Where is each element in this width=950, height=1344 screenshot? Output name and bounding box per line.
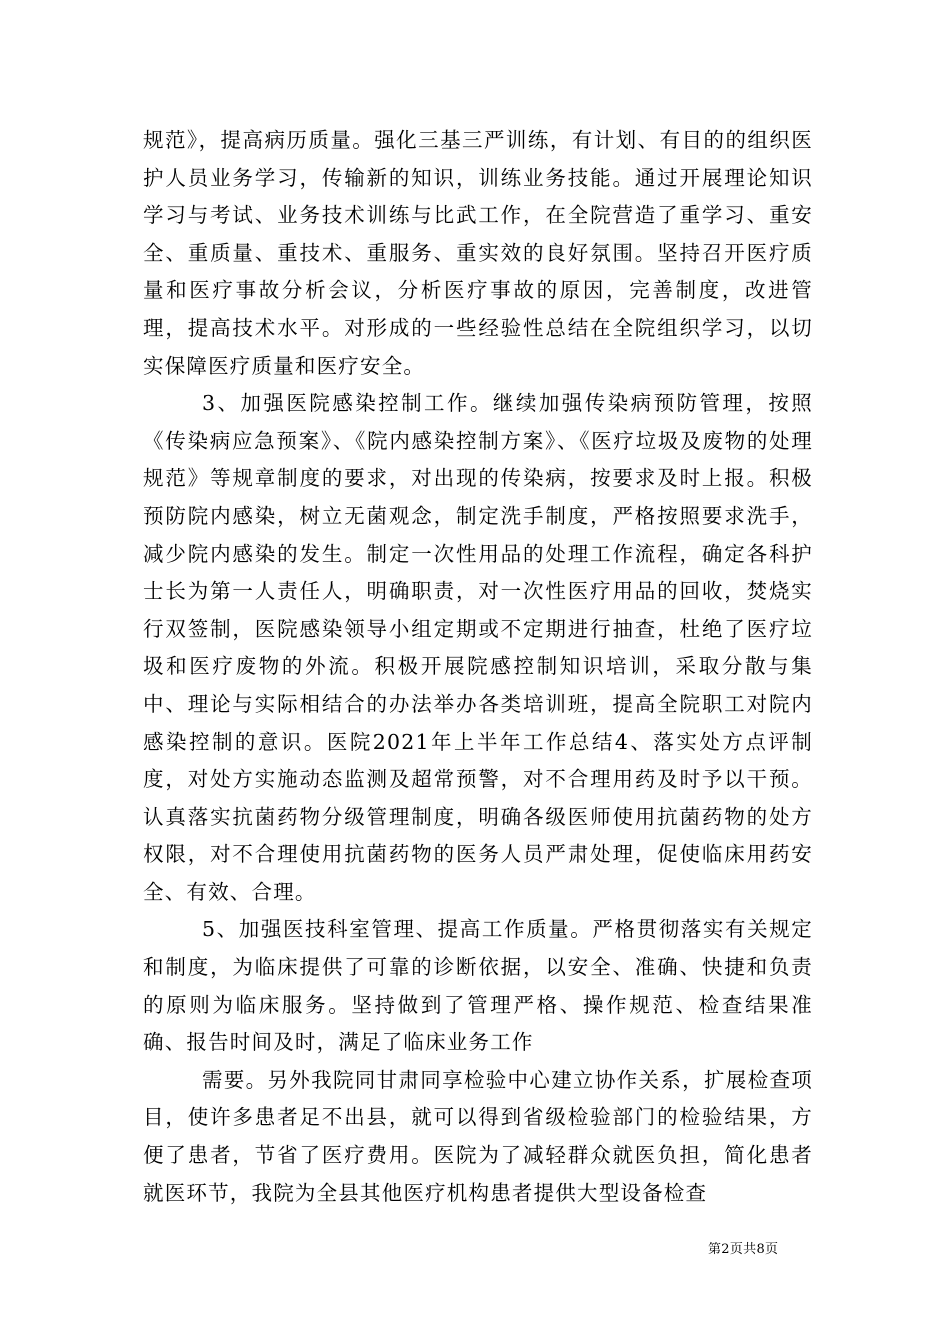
document-body (143, 122, 813, 1212)
page-number: 第2页共8页 (708, 1242, 779, 1257)
paragraph-medical-quality: 规范》，提高病历质量。强化三基三严训练，有计划、有目的的组织医护人员业务学习，传输新的知识，训练业务技能。通过开展理论知识学习与考试、业务技术训练与比武工作，在全院营造了重学习、重安全、重质量、重技术、重服务、重实效的良好氛围。坚持召开医疗质量和医疗事故分析会议，分析医疗事故的原因，完善制度，改进管理，提高技术水平。对形成的一些经验性总结在全院组织学习，以切实保障医疗质量和医疗安全。 (143, 128, 813, 378)
paragraph-medical-technology: 5、加强医技科室管理、提高工作质量。严格贯彻落实有关规定和制度，为临床提供了可靠的诊断依据，以安全、准确、快捷和负责的原则为临床服务。坚持做到了管理严格、操作规范、检查结果准确、报告时间及时，满足了临床业务工作 (143, 917, 813, 1055)
paragraph-cooperation: 需要。另外我院同甘肃同享检验中心建立协作关系，扩展检查项目，使许多患者足不出县，就可以得到省级检验部门的检验结果，方便了患者，节省了医疗费用。医院为了减轻群众就医负担，简化患者就医环节，我院为全县其他医疗机构患者提供大型设备检查 (143, 1067, 813, 1205)
paragraph-infection-control: 3、加强医院感染控制工作。继续加强传染病预防管理，按照《传染病应急预案》、《院内感染控制方案》、《医疗垃圾及废物的处理规范》等规章制度的要求，对出现的传染病，按要求及时上报。积极预防院内感染，树立无菌观念，制定洗手制度，严格按照要求洗手，减少院内感染的发生。制定一次性用品的处理工作流程，确定各科护士长为第一人责任人，明确职责，对一次性医疗用品的回收，焚烧实行双签制，医院感染领导小组定期或不定期进行抽查，杜绝了医疗垃圾和医疗废物的外流。积极开展院感控制知识培训，采取分散与集中、理论与实际相结合的办法举办各类培训班，提高全院职工对院内感染控制的意识。医院2021年上半年工作总结4、落实处方点评制度，对处方实施动态监测及超常预警，对不合理用药及时予以干预。认真落实抗菌药物分级管理制度，明确各级医师使用抗菌药物的处方权限，对不合理使用抗菌药物的医务人员严肃处理，促使临床用药安全、有效、合理。 (143, 391, 813, 904)
